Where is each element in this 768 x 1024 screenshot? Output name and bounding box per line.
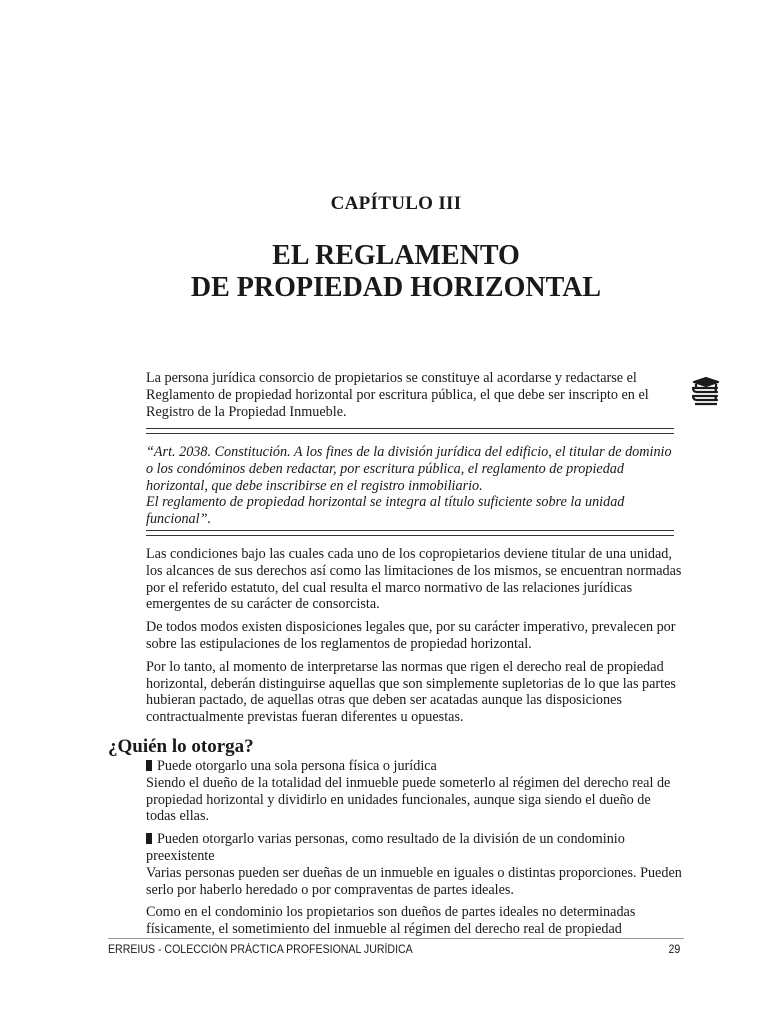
bullet-1-title: Puede otorgarlo una sola persona física o jurídica <box>157 758 437 774</box>
page-number: 29 <box>668 944 681 956</box>
closing-paragraph: Como en el condominio los propietarios son dueños de partes ideales no determinadas físicamente, el sometimiento del inmueble al régimen del derecho real de propiedad <box>146 904 636 938</box>
main-paragraph-3: Por lo tanto, al momento de interpretarse las normas que rigen el derecho real de propiedad horizontal, deberán distinguirse aquellas que son simplemente supletorias de lo que las partes hubieran pactado, de aquellas otras que deben ser acatadas aunque las disposiciones contractualmente previstas fueran diferentes u opuestas. <box>146 658 676 726</box>
main-text <box>146 546 684 732</box>
quote-paragraph-1: “Art. 2038. Constitución. A los fines de la división jurídica del edificio, el titular de dominio o los condóminos deben redactar, por escritura pública, el reglamento de propiedad horizontal, que debe inscribirse en el registro inmobiliario. <box>146 444 672 494</box>
title-line-2: DE PROPIEDAD HORIZONTAL <box>190 272 602 303</box>
section-body <box>146 758 684 944</box>
chapter-label: CAPÍTULO III <box>330 193 462 214</box>
quote-paragraph-2: El reglamento de propiedad horizontal se integra al título suficiente sobre la unidad funcional”. <box>146 494 625 528</box>
square-bullet-icon <box>146 833 152 844</box>
footer-collection: ERREIUS - COLECCIÓN PRÁCTICA PROFESIONAL JURÍDICA <box>108 944 413 956</box>
square-bullet-icon <box>146 760 152 771</box>
bullet-item-2 <box>146 831 684 865</box>
quote-bottom-rule <box>146 530 674 536</box>
bullet-2-text: Varias personas pueden ser dueñas de un inmueble en iguales o distintas proporciones. Pueden serlo por haberlo heredado o por compraventas de partes ideales. <box>146 864 682 898</box>
main-paragraph-2: De todos modos existen disposiciones legales que, por su carácter imperativo, prevalecen por sobre las estipulaciones de los reglamentos de propiedad horizontal. <box>146 619 676 652</box>
quote-top-rule <box>146 428 674 434</box>
title-line-1: EL REGLAMENTO <box>272 240 520 271</box>
page-footer <box>108 944 681 956</box>
page-title <box>0 240 768 304</box>
main-paragraph-1: Las condiciones bajo las cuales cada uno de los copropietarios deviene titular de una unidad, los alcances de sus derechos así como las limitaciones de los mismos, se encuentran normadas por el referido estatuto, del cual resulta el marco normativo de las relaciones jurídicas emergentes de su carácter de consorcista. <box>146 546 682 613</box>
legal-quote <box>146 444 674 528</box>
intro-paragraph: La persona jurídica consorcio de propietarios se constituye al acordarse y redactarse el Reglamento de propiedad horizontal por escritura pública, el que debe ser inscripto en el Registro de la Propiedad Inmueble. <box>146 370 649 420</box>
books-icon <box>690 374 722 408</box>
bullet-1-text: Siendo el dueño de la totalidad del inmueble puede someterlo al régimen del derecho real de propiedad horizontal y dividirlo en unidades funcionales, aunque siga siendo el dueño de todas ellas. <box>146 774 671 825</box>
bullet-item-1 <box>146 758 684 775</box>
footer-rule <box>108 938 684 939</box>
bullet-2-title: Pueden otorgarlo varias personas, como resultado de la división de un condominio preexistente <box>146 831 625 864</box>
section-heading: ¿Quién lo otorga? <box>108 736 254 757</box>
